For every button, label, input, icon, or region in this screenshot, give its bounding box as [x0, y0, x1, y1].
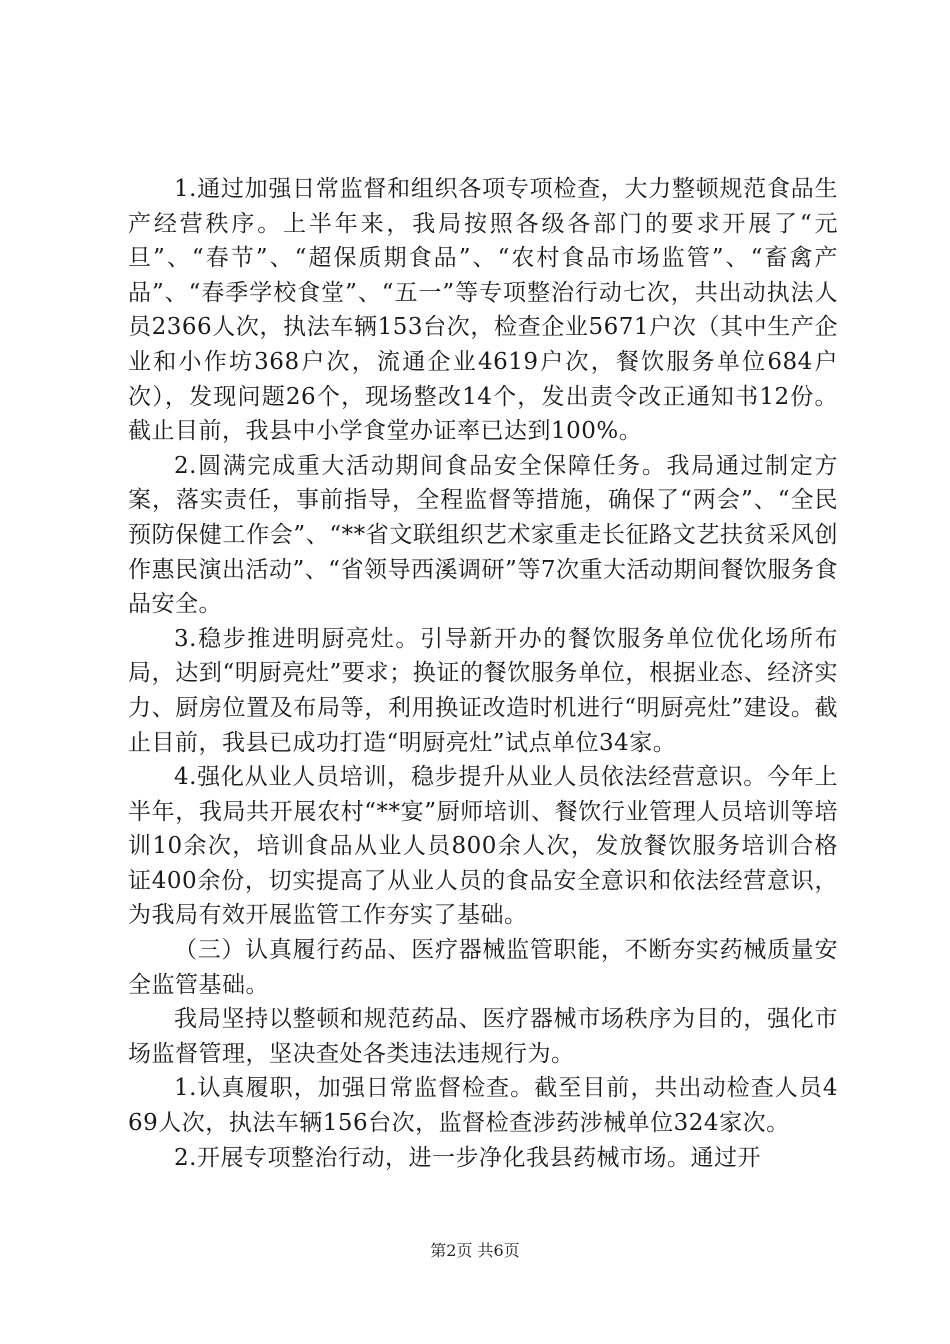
- page-number-footer: 第2页 共6页: [430, 1241, 520, 1260]
- paragraph-food-inspection: 1.通过加强日常监督和组织各项专项检查，大力整顿规范食品生产经营秩序。上半年来，我局按照各级各部门的要求开展了“元旦”、“春节”、“超保质期食品”、“农村食品市场监管”、“畜禽产品”、“春季学校食堂”、“五一”等专项整治行动七次，共出动执法人员2366人次，执法车辆153台次，检查企业5671户次（其中生产企业和小作坊368户次，流通企业4619户次，餐饮服务单位684户次），发现问题26个，现场整改14个，发出责令改正通知书12份。截止目前，我县中小学食堂办证率已达到100%。: [128, 176, 838, 445]
- paragraph-daily-supervision: 1.认真履职，加强日常监督检查。截至目前，共出动检查人员469人次，执法车辆156台次，监督检查涉药涉械单位324家次。: [128, 1075, 838, 1137]
- paragraph-staff-training: 4.强化从业人员培训，稳步提升从业人员依法经营意识。今年上半年，我局共开展农村“**宴”厨师培训、餐饮行业管理人员培训等培训10余次，培训食品从业人员800余人次，发放餐饮服务培训合格证400余份，切实提高了从业人员的食品安全意识和依法经营意识，为我局有效开展监管工作夯实了基础。: [128, 764, 838, 929]
- paragraph-open-kitchen: 3.稳步推进明厨亮灶。引导新开办的餐饮服务单位优化场所布局，达到“明厨亮灶”要求；换证的餐饮服务单位，根据业态、经济实力、厨房位置及布局等，利用换证改造时机进行“明厨亮灶”建设。截止目前，我县已成功打造“明厨亮灶”试点单位34家。: [128, 625, 838, 756]
- document-body: [128, 172, 838, 1175]
- paragraph-section-heading: （三）认真履行药品、医疗器械监管职能，不断夯实药械质量安全监管基础。: [128, 937, 838, 998]
- paragraph-major-events: 2.圆满完成重大活动期间食品安全保障任务。我局通过制定方案，落实责任，事前指导，全程监督等措施，确保了“两会”、“全民预防保健工作会”、“**省文联组织艺术家重走长征路文艺扶贫采风创作惠民演出活动”、“省领导西溪调研”等7次重大活动期间餐饮服务食品安全。: [128, 452, 838, 618]
- paragraph-drug-market-order: 我局坚持以整顿和规范药品、医疗器械市场秩序为目的，强化市场监督管理，坚决查处各类违法违规行为。: [128, 1006, 838, 1067]
- paragraph-special-rectification: 2.开展专项整治行动，进一步净化我县药械市场。通过开: [174, 1144, 761, 1171]
